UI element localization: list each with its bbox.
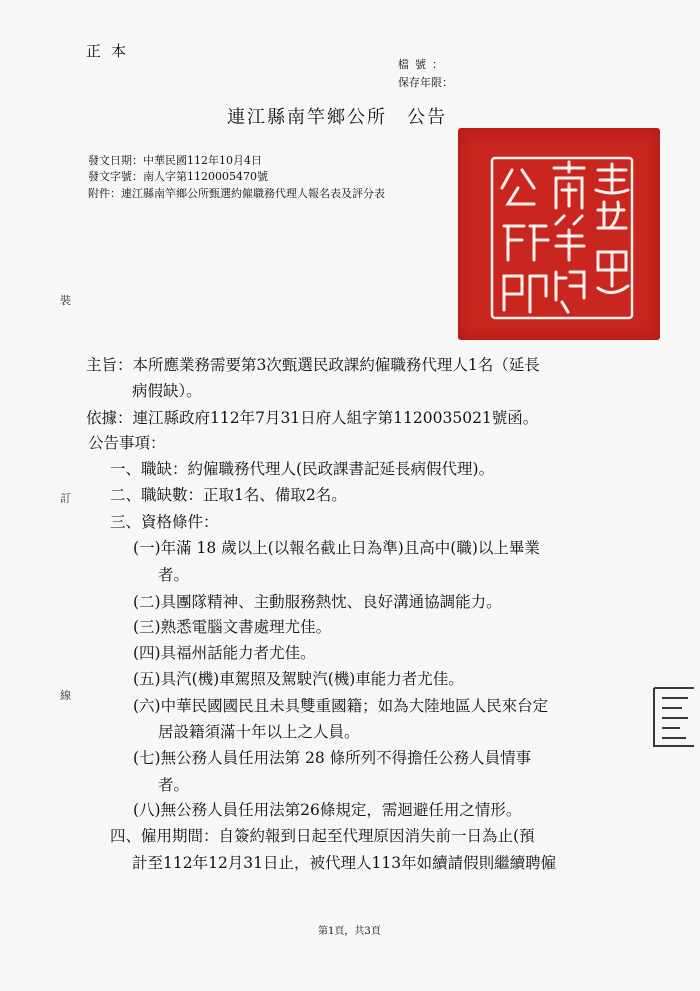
- item-employment-period-continued: 計至112年12月31日止，被代理人113年如續請假則繼續聘僱: [132, 854, 557, 872]
- qualification-item-continued: 者。: [158, 566, 190, 584]
- qualification-item: (七)無公務人員任用法第 28 條所列不得擔任公務人員情事: [133, 749, 532, 767]
- document-title: [227, 103, 447, 129]
- title-doc-type: 公告: [407, 107, 447, 128]
- basis-line: 依據：連江縣政府112年7月31日府人組字第1120035021號函。: [86, 409, 539, 427]
- retention-period-label: 保存年限：: [398, 76, 453, 89]
- qualification-item-continued: 居設籍須滿十年以上之人員。: [158, 723, 360, 741]
- binding-margin-mark: 訂: [60, 492, 71, 505]
- partial-stamp-mark: [640, 682, 700, 752]
- qualification-item-continued: 者。: [158, 776, 190, 794]
- page-number: 第1頁，共3頁: [318, 926, 381, 937]
- qualification-item: (八)無公務人員任用法第26條規定，需迴避任用之情形。: [133, 801, 522, 819]
- items-heading: 公告事項：: [88, 434, 166, 452]
- document-number: 發文字號：南人字第1120005470號: [88, 170, 268, 183]
- binding-margin-mark: 裝: [60, 294, 71, 307]
- subject-line: 主旨：本所應業務需要第3次甄選民政課約僱職務代理人1名（延長: [86, 356, 540, 374]
- issue-date: 發文日期：中華民國112年10月4日: [88, 154, 262, 167]
- qualification-item: (三)熟悉電腦文書處理尤佳。: [133, 618, 332, 636]
- title-org: 連江縣南竿鄉公所: [227, 107, 387, 128]
- item-qualifications: 三、資格條件：: [110, 513, 219, 531]
- copy-mark: 正本: [86, 42, 137, 60]
- qualification-item: (二)具團隊精神、主動服務熱忱、良好溝通協調能力。: [133, 593, 502, 611]
- official-seal: [458, 128, 660, 340]
- item-vacancy: 一、職缺：約僱職務代理人(民政課書記延長病假代理)。: [110, 460, 495, 478]
- qualification-item: (五)具汽(機)車駕照及駕駛汽(機)車能力者尤佳。: [133, 670, 464, 688]
- item-vacancy-count: 二、職缺數：正取1名、備取2名。: [110, 486, 347, 504]
- qualification-item: (四)具福州話能力者尤佳。: [133, 644, 316, 662]
- attachment-line: 附件：連江縣南竿鄉公所甄選約僱職務代理人報名表及評分表: [88, 187, 385, 200]
- item-employment-period: 四、僱用期間：自簽約報到日起至代理原因消失前一日為止(預: [110, 827, 535, 845]
- qualification-item: (六)中華民國國民且未具雙重國籍；如為大陸地區人民來台定: [133, 697, 549, 715]
- subject-line-continued: 病假缺）。: [132, 382, 202, 400]
- qualification-item: (一)年滿 18 歲以上(以報名截止日為準)且高中(職)以上畢業: [133, 539, 540, 557]
- file-number-label: 檔號：: [398, 58, 449, 71]
- binding-margin-mark: 線: [60, 689, 71, 702]
